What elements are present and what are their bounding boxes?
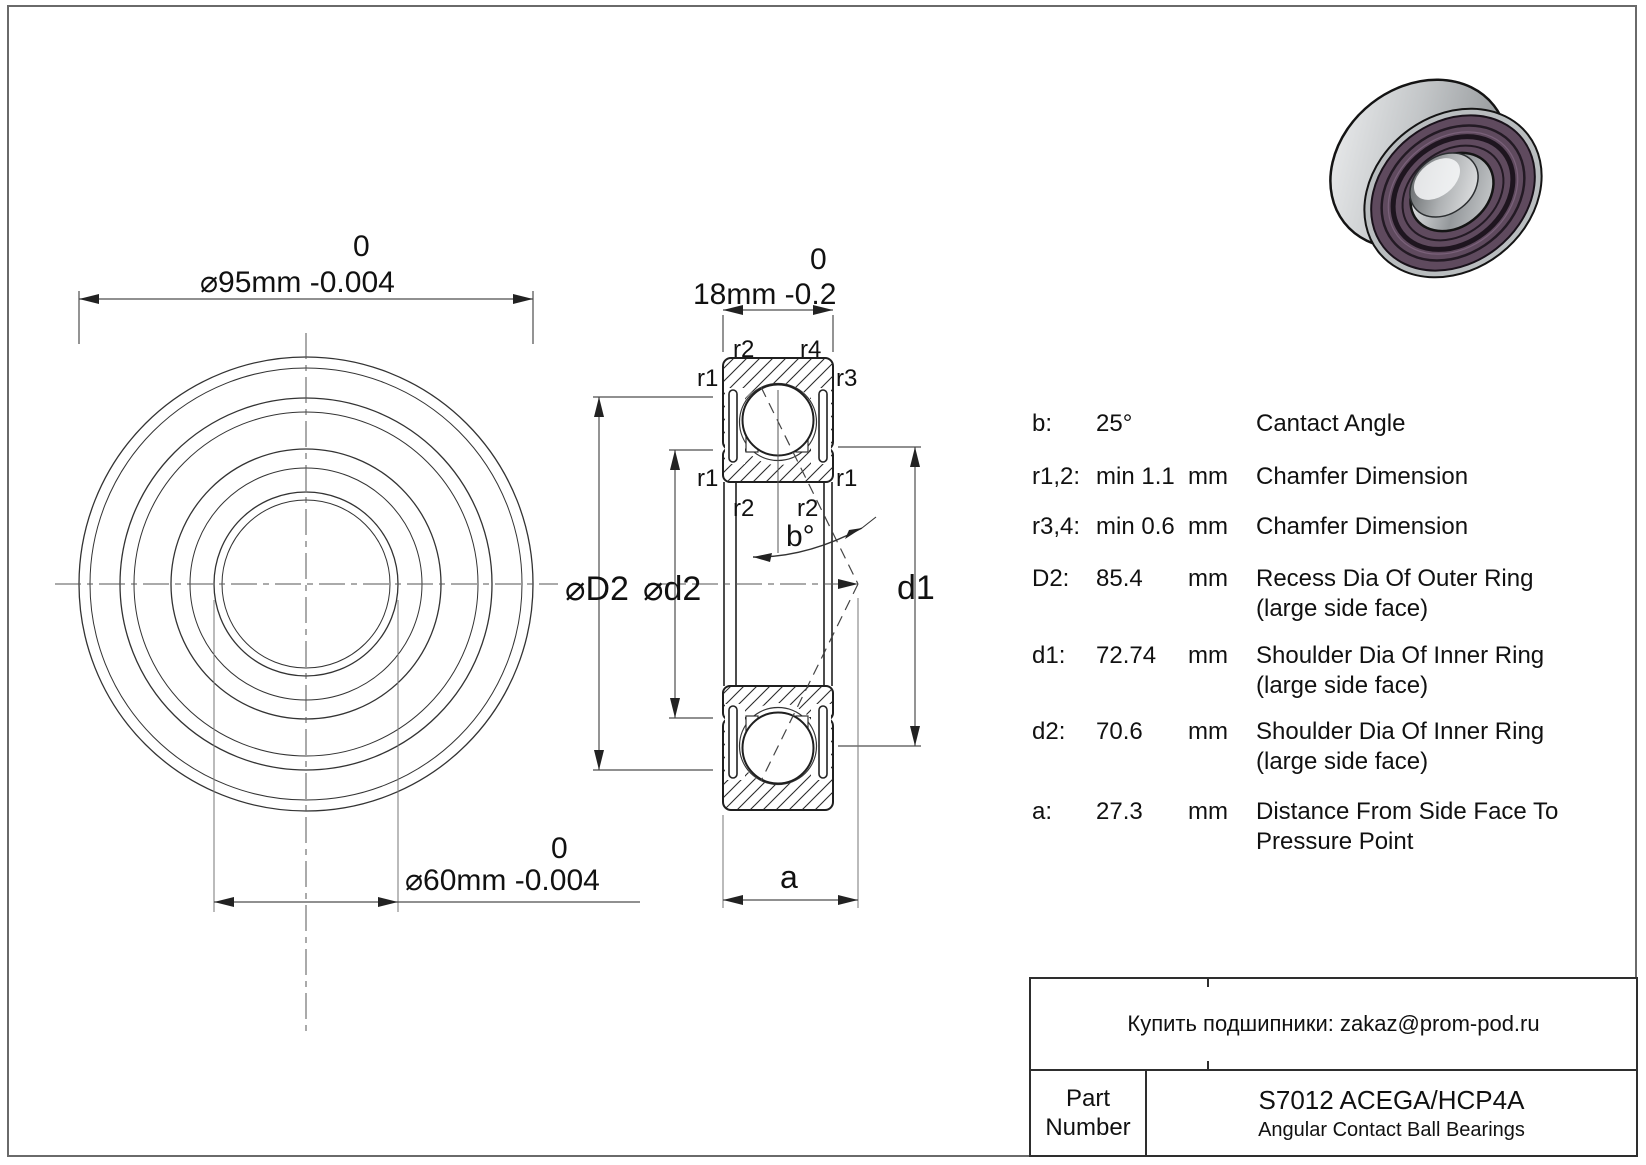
label-a: a bbox=[780, 859, 798, 895]
label-r2-lower-left: r2 bbox=[733, 495, 755, 522]
dim-arrow-right bbox=[513, 294, 533, 304]
width-dim-tolerance-upper: 0 bbox=[810, 243, 827, 276]
part-number-value: S7012 ACEGA/HCP4A bbox=[1258, 1085, 1525, 1115]
part-number-cell bbox=[1147, 1071, 1636, 1155]
spec-value: 27.3 bbox=[1096, 798, 1143, 825]
seal-top-left bbox=[729, 390, 737, 462]
spec-desc: Chamfer Dimension bbox=[1256, 463, 1469, 490]
spec-key: D2: bbox=[1032, 565, 1070, 592]
front-view-centerlines bbox=[55, 333, 558, 1032]
spec-unit: mm bbox=[1188, 798, 1228, 825]
label-r1-mid-right: r1 bbox=[836, 465, 858, 492]
seal-top-right bbox=[819, 390, 827, 462]
label-d2: ⌀d2 bbox=[643, 570, 702, 608]
title-block bbox=[1029, 977, 1638, 1157]
spec-key: d2: bbox=[1032, 718, 1066, 745]
spec-key: d1: bbox=[1032, 642, 1066, 669]
label-r4-top-right: r4 bbox=[800, 336, 822, 363]
spec-key: r1,2: bbox=[1032, 463, 1081, 490]
label-r2-top-left: r2 bbox=[733, 336, 755, 363]
label-r3-upper-right: r3 bbox=[836, 365, 858, 392]
label-r1-upper-left: r1 bbox=[697, 365, 719, 392]
outer-dim-tolerance-upper: 0 bbox=[353, 230, 370, 263]
centerline-arrow bbox=[838, 579, 858, 589]
spec-key: a: bbox=[1032, 798, 1053, 825]
label-r1-mid-left: r1 bbox=[697, 465, 719, 492]
part-type: Angular Contact Ball Bearings bbox=[1258, 1119, 1525, 1141]
spec-value: min 0.6 bbox=[1096, 513, 1175, 540]
spec-desc: Recess Dia Of Outer Ring (large side face) bbox=[1256, 565, 1534, 622]
spec-unit: mm bbox=[1188, 565, 1228, 592]
spec-desc: Distance From Side Face To Pressure Point bbox=[1256, 798, 1559, 855]
contact-email: Купить подшипники: zakaz@prom-pod.ru bbox=[1127, 1011, 1540, 1036]
spec-value: 70.6 bbox=[1096, 718, 1143, 745]
spec-value: min 1.1 bbox=[1096, 463, 1175, 490]
label-d1: d1 bbox=[897, 569, 935, 607]
width-dim-text: 18mm -0.2 bbox=[693, 278, 837, 311]
bore-dim-text: ⌀60mm -0.004 bbox=[405, 864, 600, 897]
spec-unit: mm bbox=[1188, 642, 1228, 669]
spec-unit: mm bbox=[1188, 463, 1228, 490]
part-number-label bbox=[1031, 1071, 1145, 1155]
part-label-line1: Part bbox=[1065, 1085, 1110, 1112]
spec-desc: Chamfer Dimension bbox=[1256, 513, 1469, 540]
dim-arrow-left bbox=[214, 897, 234, 907]
spec-key: r3,4: bbox=[1032, 513, 1081, 540]
spec-unit: mm bbox=[1188, 718, 1228, 745]
spec-unit: mm bbox=[1188, 513, 1228, 540]
label-r2-lower-right: r2 bbox=[797, 495, 819, 522]
front-view-bore-diameter-dim bbox=[214, 600, 640, 912]
ball-bottom bbox=[743, 713, 814, 784]
dim-arrow-right bbox=[378, 897, 398, 907]
spec-desc: Shoulder Dia Of Inner Ring (large side face) bbox=[1256, 642, 1545, 699]
outer-dim-text: ⌀95mm -0.004 bbox=[200, 266, 395, 299]
bearing-3d-render bbox=[1297, 45, 1576, 312]
spec-key: b: bbox=[1032, 410, 1053, 437]
front-view-outer-diameter-dim bbox=[79, 230, 533, 344]
spec-value: 72.74 bbox=[1096, 642, 1157, 669]
bore-dim-tolerance-upper: 0 bbox=[551, 832, 568, 865]
spec-value: 85.4 bbox=[1096, 565, 1143, 592]
seal-bottom-left bbox=[729, 706, 737, 778]
spec-desc: Shoulder Dia Of Inner Ring (large side face) bbox=[1256, 718, 1545, 775]
label-contact-angle: b° bbox=[786, 520, 815, 553]
dim-arrow-left bbox=[79, 294, 99, 304]
label-D2: ⌀D2 bbox=[565, 570, 629, 608]
spec-value: 25° bbox=[1096, 410, 1133, 437]
spec-desc: Cantact Angle bbox=[1256, 410, 1406, 437]
seal-bottom-right bbox=[819, 706, 827, 778]
part-label-line2: Number bbox=[1045, 1114, 1131, 1141]
